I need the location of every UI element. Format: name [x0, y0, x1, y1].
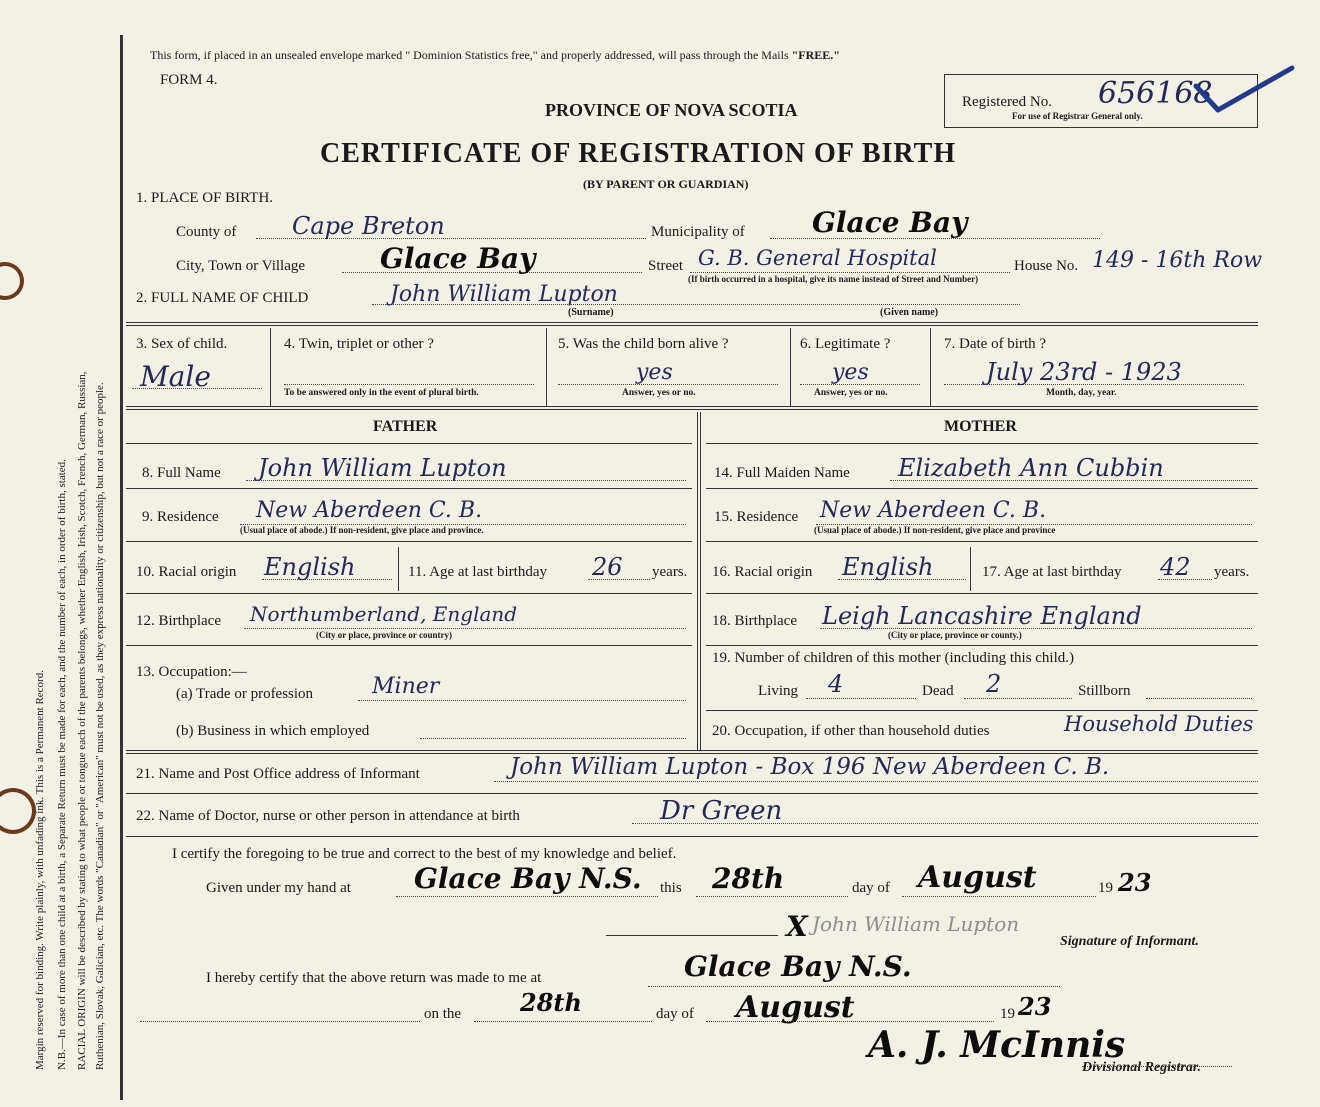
father-age-label: 11. Age at last birthday: [408, 564, 547, 580]
dob-note: Month, day, year.: [1046, 388, 1117, 398]
registrar-signature: A. J. McInnis: [868, 1024, 1126, 1066]
registrar-place-value: Glace Bay N.S.: [684, 950, 912, 983]
father-name-label: 8. Full Name: [142, 465, 221, 481]
father-racial-label: 10. Racial origin: [136, 564, 237, 580]
registrar-statement: I hereby certify that the above return was made to me at: [206, 970, 542, 986]
alive-value: yes: [636, 360, 673, 385]
father-name-value: John William Lupton: [258, 454, 507, 482]
signature-informant-label: Signature of Informant.: [1060, 934, 1199, 949]
alive-note: Answer, yes or no.: [622, 388, 696, 398]
mother-name-value: Elizabeth Ann Cubbin: [898, 454, 1164, 482]
trade-value: Miner: [372, 674, 440, 699]
place-heading: 1. PLACE OF BIRTH.: [136, 190, 274, 206]
registrar-year-prefix: 19: [1000, 1006, 1015, 1022]
twin-label: 4. Twin, triplet or other ?: [284, 336, 434, 352]
mother-occupation-label: 20. Occupation, if other than household duties: [712, 723, 990, 739]
stillborn-label: Stillborn: [1078, 683, 1131, 699]
dead-value: 2: [986, 670, 1002, 698]
legitimate-value: yes: [832, 360, 869, 385]
mother-heading: MOTHER: [944, 418, 1017, 435]
doctor-value: Dr Green: [660, 796, 783, 826]
year-prefix: 19: [1098, 880, 1113, 896]
legitimate-label: 6. Legitimate ?: [800, 336, 891, 352]
father-residence-value: New Aberdeen C. B.: [256, 498, 483, 523]
province-heading: PROVINCE OF NOVA SCOTIA: [545, 100, 798, 120]
sex-label: 3. Sex of child.: [136, 336, 228, 352]
living-label: Living: [758, 683, 798, 699]
mother-birthplace-note: (City or place, province or county.): [888, 630, 1022, 640]
mail-notice: This form, if placed in an unsealed envelope marked " Dominion Statistics free," and properly addressed, will pass through the Mails "FREE.": [150, 48, 840, 62]
mother-age-value: 42: [1160, 553, 1191, 581]
father-residence-note: (Usual place of abode.) If non-resident, give place and province.: [240, 525, 484, 535]
child-name-label: 2. FULL NAME OF CHILD: [136, 290, 309, 306]
margin-line-4: Ruthenian, Slovak, Galician, etc. The words "Canadian" or "American" must not be used, as they express nationality or citizenship, but not a race or people.: [94, 382, 106, 1070]
this-day-value: 28th: [712, 862, 785, 895]
mother-racial-label: 16. Racial origin: [712, 564, 813, 580]
form-number: FORM 4.: [160, 72, 218, 88]
street-label: Street: [648, 258, 683, 274]
father-racial-value: English: [264, 553, 356, 581]
margin-line-2: N.B.—In case of more than one child at a birth, a Separate Return must be made for each, and the number of each, in order of birth, stated.: [56, 459, 68, 1070]
given-place-value: Glace Bay N.S.: [414, 862, 642, 895]
this-label: this: [660, 880, 682, 896]
dob-label: 7. Date of birth ?: [944, 336, 1047, 352]
certificate-subtitle: (BY PARENT OR GUARDIAN): [583, 177, 749, 191]
day-of-label: day of: [852, 880, 890, 896]
house-label: House No.: [1014, 258, 1079, 274]
street-note: (If birth occurred in a hospital, give its name instead of Street and Number): [688, 274, 979, 284]
margin-line-1: Margin reserved for binding. Write plainly, with unfading ink. This is a Permanent Record.: [34, 670, 46, 1070]
father-heading: FATHER: [373, 418, 438, 435]
registrar-note: For use of Registrar General only.: [1012, 111, 1143, 121]
municipality-value: Glace Bay: [812, 206, 968, 239]
father-occupation-label: 13. Occupation:—: [136, 664, 247, 680]
surname-note: (Surname): [568, 307, 614, 318]
alive-label: 5. Was the child born alive ?: [558, 336, 729, 352]
father-age-value: 26: [592, 553, 623, 581]
margin-line-3: RACIAL ORIGIN will be described by stating to what people or tongue each of the parents belongs, whether English, Irish, Scotch, French, German, Russian,: [76, 371, 88, 1070]
mother-racial-value: English: [842, 553, 934, 581]
city-value: Glace Bay: [380, 242, 536, 275]
dead-label: Dead: [922, 683, 954, 699]
father-residence-label: 9. Residence: [142, 509, 219, 525]
house-value: 149 - 16th Row: [1092, 248, 1263, 273]
dob-value: July 23rd - 1923: [986, 358, 1182, 386]
informant-signature: John William Lupton: [812, 912, 1020, 936]
municipality-label: Municipality of: [651, 224, 745, 240]
mother-name-label: 14. Full Maiden Name: [714, 465, 850, 481]
living-value: 4: [828, 670, 844, 698]
given-name-note: (Given name): [880, 307, 939, 318]
registrar-month-value: August: [736, 990, 855, 1025]
margin-rule: [120, 35, 123, 1100]
certify-statement: I certify the foregoing to be true and correct to the best of my knowledge and belief.: [172, 846, 677, 862]
given-label: Given under my hand at: [206, 880, 351, 896]
children-label: 19. Number of children of this mother (including this child.): [712, 650, 1075, 666]
street-value: G. B. General Hospital: [698, 246, 937, 270]
informant-mark: X: [786, 910, 808, 943]
registrar-day-of-label: day of: [656, 1006, 694, 1022]
father-birthplace-label: 12. Birthplace: [136, 613, 221, 629]
sex-value: Male: [140, 360, 211, 393]
child-name-value: John William Lupton: [390, 282, 618, 307]
registrar-year-value: 23: [1018, 992, 1052, 1021]
mother-birthplace-value: Leigh Lancashire England: [822, 602, 1142, 630]
mother-years-label: years.: [1214, 564, 1250, 580]
business-label: (b) Business in which employed: [176, 723, 370, 739]
mother-residence-note: (Usual place of abode.) If non-resident, give place and province: [814, 525, 1056, 535]
registrar-day-value: 28th: [520, 988, 582, 1017]
informant-value: John William Lupton - Box 196 New Aberdeen C. B.: [510, 754, 1110, 780]
father-birthplace-note: (City or place, province or country): [316, 630, 452, 640]
year-value: 23: [1118, 868, 1152, 897]
mother-occupation-value: Household Duties: [1064, 712, 1254, 736]
twin-note: To be answered only in the event of plural birth.: [284, 388, 479, 398]
father-years-label: years.: [652, 564, 688, 580]
doctor-label: 22. Name of Doctor, nurse or other person in attendance at birth: [136, 808, 520, 824]
father-birthplace-value: Northumberland, England: [250, 602, 518, 626]
mother-birthplace-label: 18. Birthplace: [712, 613, 797, 629]
on-the-label: on the: [424, 1006, 462, 1022]
certificate-title: CERTIFICATE OF REGISTRATION OF BIRTH: [320, 138, 957, 169]
binding-hole-top: [0, 262, 24, 300]
binding-hole-bottom: [0, 788, 36, 834]
county-value: Cape Breton: [292, 212, 445, 240]
registered-label: Registered No.: [962, 94, 1052, 110]
city-label: City, Town or Village: [176, 258, 306, 274]
county-label: County of: [176, 224, 237, 240]
check-mark-icon: [1190, 62, 1300, 118]
mother-residence-label: 15. Residence: [714, 509, 799, 525]
trade-label: (a) Trade or profession: [176, 686, 314, 702]
mother-age-label: 17. Age at last birthday: [982, 564, 1122, 580]
registered-number: 656168: [1098, 76, 1213, 111]
divisional-registrar-label: Divisional Registrar.: [1082, 1060, 1202, 1075]
legitimate-note: Answer, yes or no.: [814, 388, 888, 398]
month-value: August: [918, 860, 1037, 895]
mother-residence-value: New Aberdeen C. B.: [820, 498, 1047, 523]
informant-label: 21. Name and Post Office address of Informant: [136, 766, 420, 782]
